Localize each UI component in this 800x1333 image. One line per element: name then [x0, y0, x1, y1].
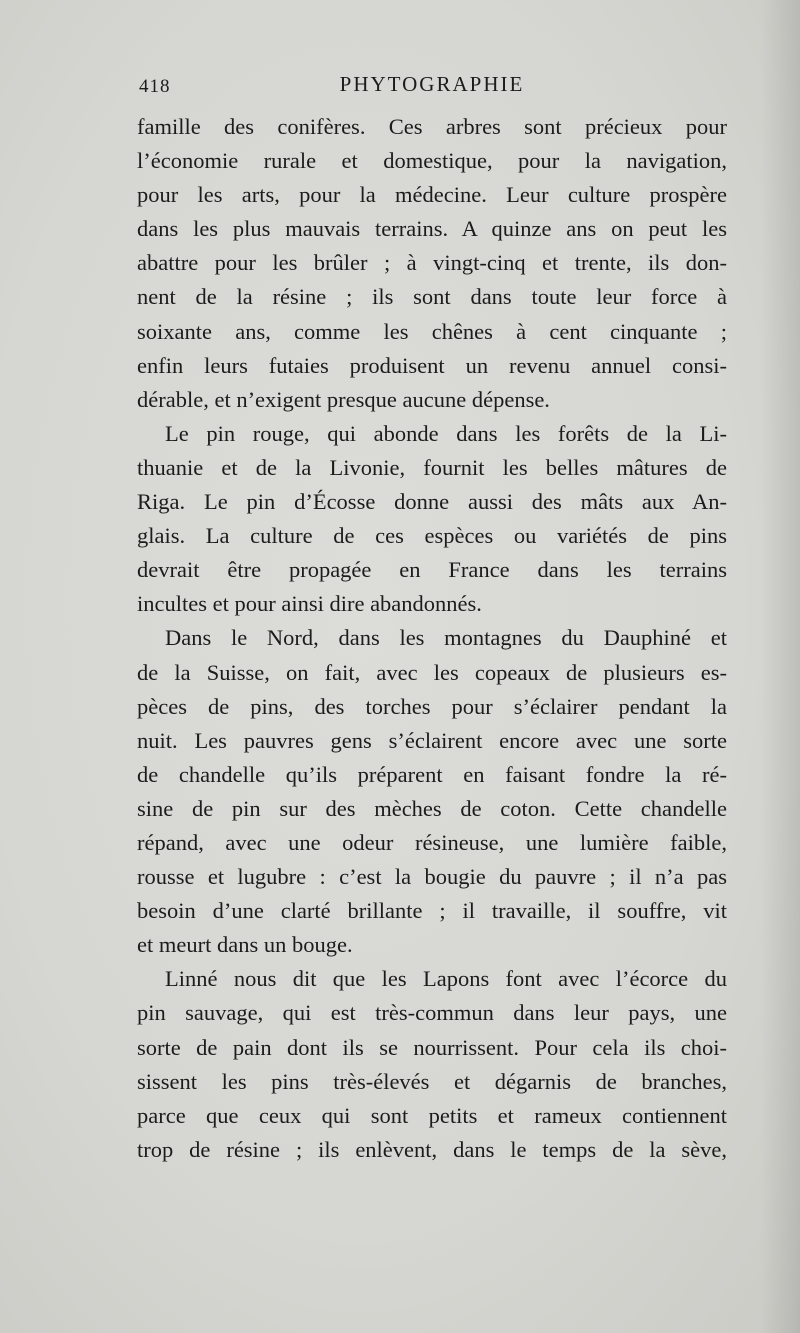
text-line: dérable, et n’exigent presque aucune dépense.: [137, 386, 550, 412]
text-line: nuit. Les pauvres gens s’éclairent encore avec une sorte: [137, 727, 727, 753]
text-line: l’économie rurale et domestique, pour la navigation,: [137, 148, 727, 174]
text-line: Riga. Le pin d’Écosse donne aussi des mâts aux An-: [137, 489, 727, 515]
text-line: besoin d’une clarté brillante ; il travaille, il souffre, vit: [137, 898, 727, 924]
paragraph: [137, 417, 727, 622]
text-line: enfin leurs futaies produisent un revenu annuel consi-: [137, 352, 727, 378]
text-line: devrait être propagée en France dans les terrains: [137, 557, 727, 583]
text-line: dans les plus mauvais terrains. A quinze ans on peut les: [137, 216, 727, 242]
text-line: pin sauvage, qui est très-commun dans leur pays, une: [137, 1000, 727, 1026]
text-line: abattre pour les brûler ; à vingt-cinq et trente, ils don-: [137, 250, 727, 276]
paragraph: [137, 110, 727, 417]
page-header: [137, 72, 727, 102]
paragraph: [137, 621, 727, 962]
text-line: Linné nous dit que les Lapons font avec l’écorce du: [165, 966, 727, 992]
text-line: de chandelle qu’ils préparent en faisant fondre la ré-: [137, 761, 727, 787]
text-line: sissent les pins très-élevés et dégarnis de branches,: [137, 1068, 727, 1094]
text-line: parce que ceux qui sont petits et rameux contiennent: [137, 1102, 727, 1128]
text-line: trop de résine ; ils enlèvent, dans le temps de la sève,: [137, 1136, 727, 1162]
text-line: rousse et lugubre : c’est la bougie du pauvre ; il n’a pas: [137, 864, 727, 890]
text-line: pèces de pins, des torches pour s’éclairer pendant la: [137, 693, 727, 719]
text-line: incultes et pour ainsi dire abandonnés.: [137, 591, 482, 617]
text-line: thuanie et de la Livonie, fournit les belles mâtures de: [137, 454, 727, 480]
running-title: PHYTOGRAPHIE: [339, 72, 525, 96]
text-line: sorte de pain dont ils se nourrissent. Pour cela ils choi-: [137, 1034, 727, 1060]
page-number: 418: [139, 76, 171, 97]
text-line: et meurt dans un bouge.: [137, 932, 353, 958]
text-line: famille des conifères. Ces arbres sont précieux pour: [137, 114, 727, 139]
text-line: nent de la résine ; ils sont dans toute leur force à: [137, 284, 727, 310]
text-line: sine de pin sur des mèches de coton. Cette chandelle: [137, 795, 727, 821]
paragraph: [137, 962, 727, 1167]
text-line: soixante ans, comme les chênes à cent cinquante ;: [137, 318, 727, 344]
text-line: répand, avec une odeur résineuse, une lumière faible,: [137, 829, 727, 855]
body-text: [137, 110, 727, 1167]
text-line: pour les arts, pour la médecine. Leur culture prospère: [137, 182, 727, 208]
text-line: Dans le Nord, dans les montagnes du Dauphiné et: [165, 625, 727, 651]
text-line: Le pin rouge, qui abonde dans les forêts de la Li-: [165, 420, 727, 446]
text-line: glais. La culture de ces espèces ou variétés de pins: [137, 523, 727, 549]
text-line: de la Suisse, on fait, avec les copeaux de plusieurs es-: [137, 659, 727, 685]
